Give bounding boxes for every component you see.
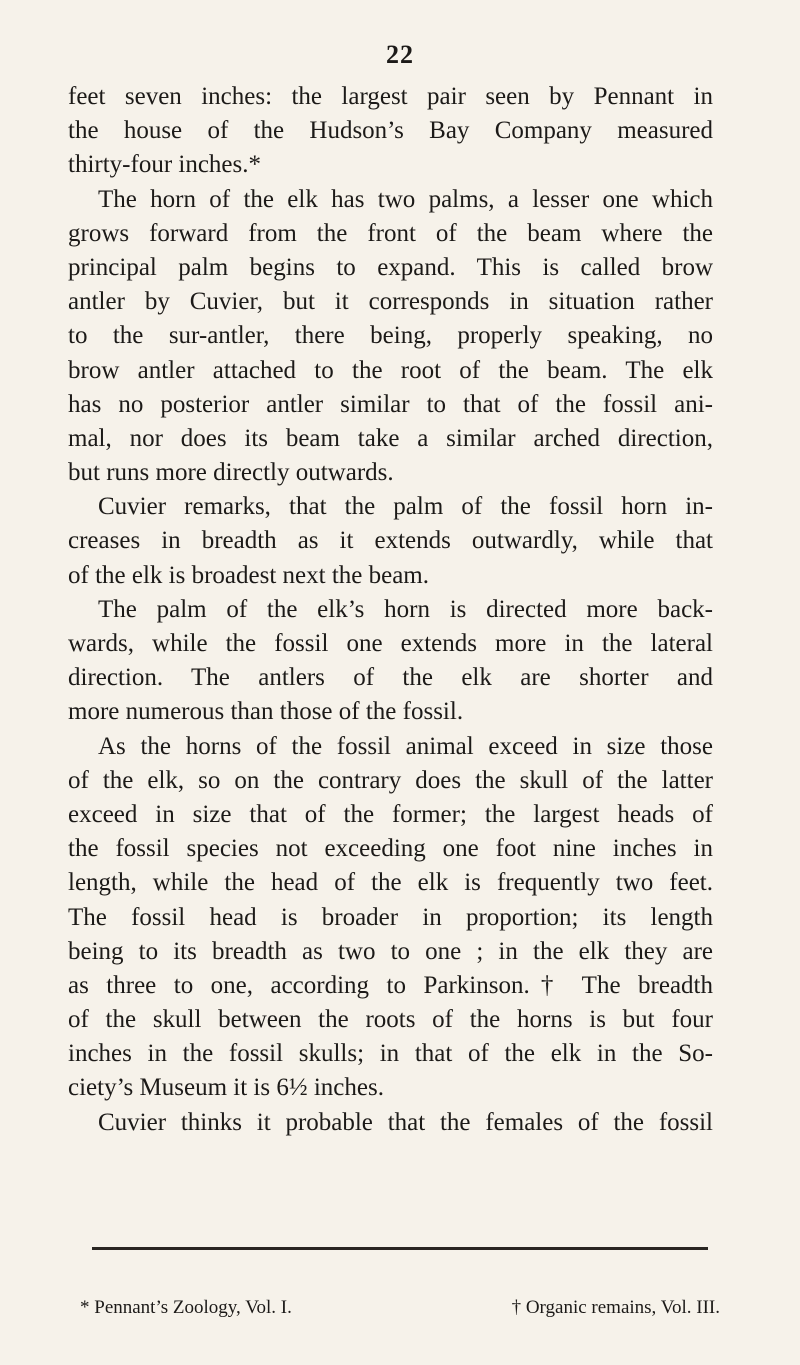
text-line: to the sur-antler, there being, properly speaking, no — [68, 322, 713, 350]
text-line: inches in the fossil skulls; in that of the elk in the So- — [68, 1040, 713, 1068]
text-line: has no posterior antler similar to that of the fossil ani- — [68, 390, 713, 418]
text-line: The palm of the elk’s horn is directed more back- — [98, 595, 713, 623]
text-line: As the horns of the fossil animal exceed in size those — [98, 732, 713, 760]
text-line: grows forward from the front of the beam where the — [68, 219, 713, 247]
text-line: the fossil species not exceeding one foot nine inches in — [68, 835, 713, 863]
text-line: more numerous than those of the fossil. — [68, 698, 464, 726]
text-line: of the skull between the roots of the horns is but four — [68, 1006, 713, 1034]
page-number: 22 — [386, 40, 414, 69]
text-line: antler by Cuvier, but it corresponds in situation rather — [68, 288, 713, 316]
text-line: Cuvier remarks, that the palm of the fossil horn in- — [98, 493, 713, 521]
text-line: ciety’s Museum it is 6½ inches. — [68, 1074, 384, 1102]
text-line: exceed in size that of the former; the largest heads of — [68, 800, 713, 828]
footnote-pennant: * Pennant’s Zoology, Vol. I. — [80, 1297, 292, 1318]
text-line: the house of the Hudson’s Bay Company measured — [68, 117, 713, 145]
body-text — [68, 80, 713, 1140]
text-line: The horn of the elk has two palms, a lesser one which — [98, 185, 713, 213]
text-line: direction. The antlers of the elk are shorter and — [68, 664, 713, 692]
footnotes — [80, 1297, 720, 1319]
footnote-parkinson: † Organic remains, Vol. III. — [511, 1297, 720, 1318]
text-line: as three to one, according to Parkinson.† The breadth — [68, 971, 713, 999]
text-line: mal, nor does its beam take a similar arched direction, — [68, 424, 713, 452]
text-line: creases in breadth as it extends outwardly, while that — [68, 527, 713, 555]
text-line: feet seven inches: the largest pair seen by Pennant in — [68, 83, 713, 110]
text-line: of the elk is broadest next the beam. — [68, 561, 429, 589]
text-line: of the elk, so on the contrary does the skull of the latter — [68, 766, 713, 794]
text-line: principal palm begins to expand. This is called brow — [68, 253, 713, 281]
text-line: brow antler attached to the root of the beam. The elk — [68, 356, 713, 384]
text-line: wards, while the fossil one extends more in the lateral — [68, 630, 713, 657]
text-line: The fossil head is broader in proportion; its length — [68, 903, 713, 931]
text-line: length, while the head of the elk is frequently two feet. — [68, 869, 713, 897]
footnote-rule — [92, 1247, 708, 1250]
text-line: but runs more directly outwards. — [68, 459, 394, 487]
text-line: being to its breadth as two to one ; in the elk they are — [68, 937, 713, 965]
text-line: Cuvier thinks it probable that the females of the fossil — [98, 1108, 713, 1136]
text-line: thirty-four inches.* — [68, 151, 262, 179]
